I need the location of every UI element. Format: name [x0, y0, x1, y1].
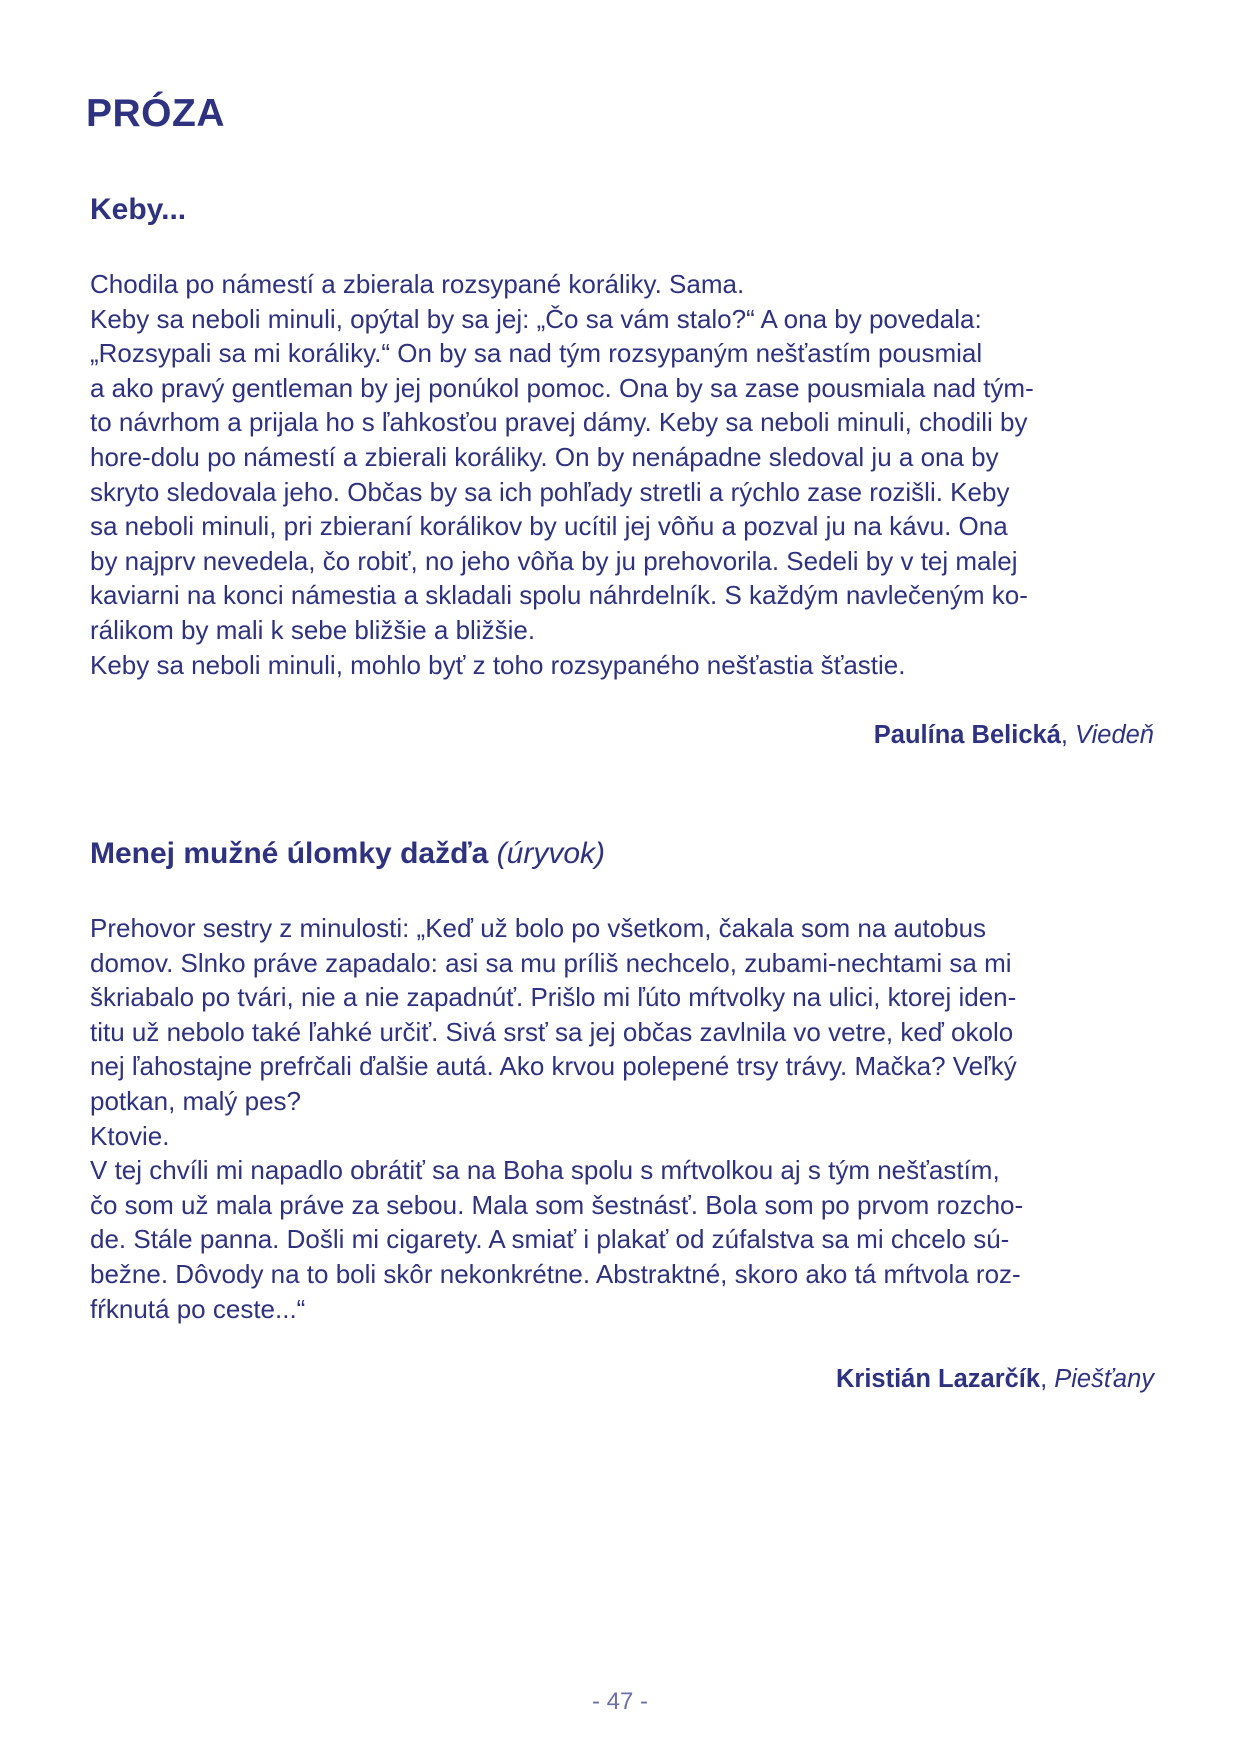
piece-menej-muzne-ulomky-dazda [90, 834, 1154, 1396]
piece-subtitle: (úryvok) [496, 837, 606, 870]
author-city: Piešťany [1054, 1365, 1154, 1394]
body-line: sa neboli minuli, pri zbieraní korálikov by ucítil jej vôňu a pozval ju na kávu. Ona [90, 511, 1008, 542]
piece-title [90, 190, 1154, 230]
piece-title-text: Keby... [90, 193, 187, 226]
body-line: domov. Slnko práve zapadalo: asi sa mu príliš nechcelo, zubami-nechtami sa mi [90, 947, 1012, 978]
body-line: a ako pravý gentleman by jej ponúkol pomoc. Ona by sa zase pousmiala nad tým- [90, 372, 1034, 403]
body-line: fŕknutá po ceste...“ [90, 1293, 306, 1324]
body-line: potkan, malý pes? [90, 1085, 302, 1116]
piece-title-text: Menej mužné úlomky dažďa [90, 837, 489, 870]
body-line: to návrhom a prijala ho s ľahkosťou pravej dámy. Keby sa neboli minuli, chodili by [90, 407, 1028, 438]
page-number: - 47 - [591, 1688, 648, 1715]
body-line: V tej chvíli mi napadlo obrátiť sa na Boha spolu s mŕtvolkou aj s tým nešťastím, [90, 1155, 1000, 1186]
body-line: de. Stále panna. Došli mi cigarety. A smiať i plakať od zúfalstva sa mi chcelo sú- [90, 1224, 1010, 1255]
author-city: Viedeň [1075, 721, 1154, 750]
body-line: Keby sa neboli minuli, mohlo byť z toho rozsypaného nešťastia šťastie. [90, 649, 906, 680]
body-line: nej ľahostajne prefrčali ďalšie autá. Ako krvou polepené trsy trávy. Mačka? Veľký [90, 1051, 1017, 1082]
body-line: „Rozsypali sa mi koráliky.“ On by sa nad tým rozsypaným nešťastím pousmial [90, 338, 983, 369]
author-name: Paulína Belická [873, 721, 1061, 750]
author-name: Kristián Lazarčík [835, 1365, 1041, 1394]
body-line: Prehovor sestry z minulosti: „Keď už bolo po všetkom, čakala som na autobus [90, 913, 987, 943]
body-line: titu už nebolo také ľahké určiť. Sivá srsť sa jej občas zavlnila vo vetre, keď okolo [90, 1016, 1014, 1047]
body-line: Ktovie. [90, 1120, 170, 1151]
byline: Paulína Belická, Viedeň [873, 721, 1154, 750]
piece-body [90, 267, 1154, 682]
body-line: rálikom by mali k sebe bližšie a bližšie. [90, 614, 536, 645]
body-line: skryto sledovala jeho. Občas by sa ich pohľady stretli a rýchlo zase rozišli. Keby [90, 476, 1010, 507]
body-line: Chodila po námestí a zbierala rozsypané koráliky. Sama. [90, 269, 745, 299]
piece-keby [90, 190, 1154, 752]
page-title: PRÓZA [86, 92, 225, 135]
body-line: bežne. Dôvody na to boli skôr nekonkrétne. Abstraktné, skoro ako tá mŕtvola roz- [90, 1258, 1021, 1289]
byline: Kristián Lazarčík, Piešťany [835, 1365, 1154, 1394]
body-line: kaviarni na konci námestia a skladali spolu náhrdelník. S každým navlečeným ko- [90, 580, 1028, 611]
body-line: čo som už mala práve za sebou. Mala som šestnásť. Bola som po prvom rozcho- [90, 1189, 1024, 1220]
body-line: Keby sa neboli minuli, opýtal by sa jej: „Čo sa vám stalo?“ A ona by povedala: [90, 303, 982, 334]
body-line: by najprv nevedela, čo robiť, no jeho vôňa by ju prehovorila. Sedeli by v tej malej [90, 545, 1018, 576]
body-line: hore-dolu po námestí a zbierali koráliky. On by nenápadne sledoval ju a ona by [90, 441, 999, 472]
body-line: škriabalo po tvári, nie a nie zapadnúť. Prišlo mi ľúto mŕtvolky na ulici, ktorej iden- [90, 982, 1017, 1013]
piece-body [90, 911, 1154, 1326]
piece-title [90, 834, 1154, 874]
